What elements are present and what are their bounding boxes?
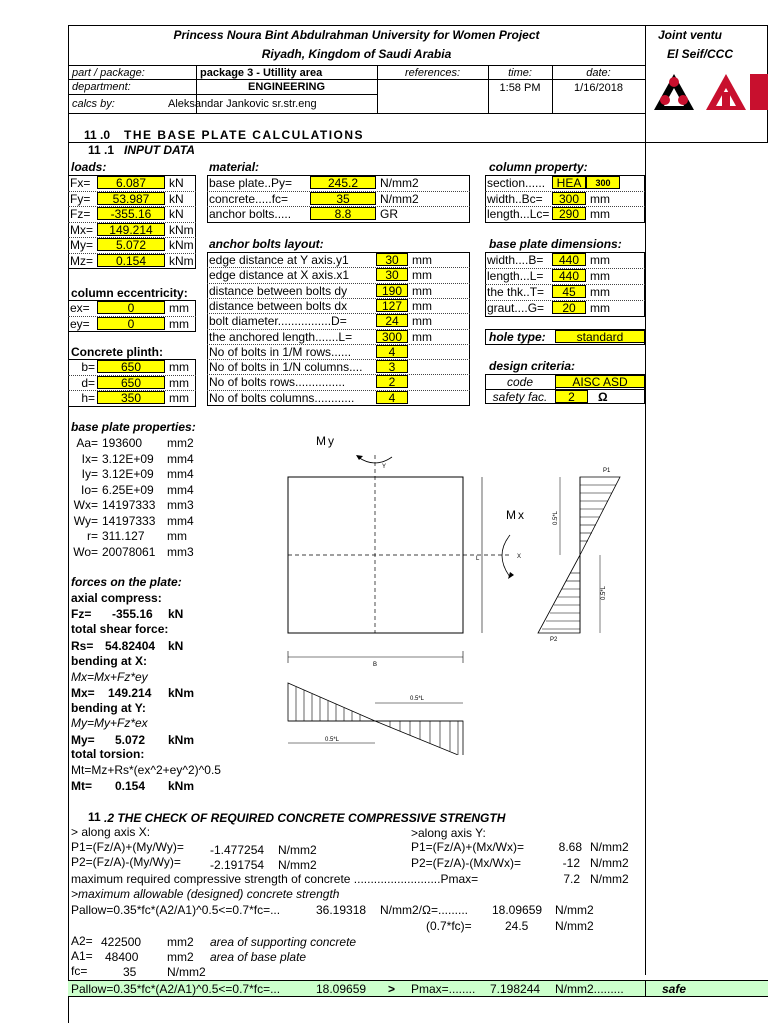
bending-x-formula: Mx=Mx+Fz*ey [71,670,148,684]
half-l-label-2: 0.5*L [601,585,607,600]
mt-unit: kNm [168,779,195,793]
a1-desc: area of base plate [210,950,307,964]
property-unit: mm2 [167,436,194,450]
column-prop-value: 290 [552,207,586,220]
anchor-unit: mm [412,283,432,298]
anchor-layout-title: anchor bolts layout: [209,237,324,251]
fz-unit: kN [168,607,184,621]
bending-y-formula: My=My+Fz*ex [71,716,148,730]
column-prop-label: length...Lc= [487,207,550,221]
anchor-label: No of bolts in 1/M rows...... [209,344,352,359]
safety-factor-label: safety fac. [492,390,548,404]
fz-value: -355.16 [112,607,153,621]
a2-label: A2= [71,934,93,948]
material-label: anchor bolts..... [209,207,292,221]
anchor-label: the anchored length.......L= [209,329,353,344]
safety-factor-value: 2 [555,390,588,403]
rs-label: Rs= [71,639,94,653]
load-label: My= [70,238,94,252]
property-value: 20078061 [102,544,156,559]
max-required-text: maximum required compressive strength of concrete ..........................Pmax= [71,872,479,886]
eccentricity-value: 0 [97,317,165,330]
half-b-label-1: 0.5*L [410,696,425,702]
plinth-value: 350 [97,391,165,404]
fc07-label: (0.7*fc)= [426,919,472,933]
final-pmax-value: 7.198244 [490,982,541,996]
property-unit: mm4 [167,451,194,466]
p1y-value: 8.68 [558,840,582,854]
project-title: Princess Noura Bint Abdulrahman University for Women Project [173,28,540,42]
shear-label: total shear force: [71,622,169,636]
property-value: 14197333 [102,513,156,528]
column-prop-value: HEA [552,176,586,189]
load-label: Fz= [70,207,91,221]
final-pmax: Pmax=........ [411,982,476,996]
a1-unit: mm2 [167,950,194,964]
material-label: base plate..Py= [209,176,293,190]
plinth-unit: mm [169,360,189,374]
fc07-unit: N/mm2 [555,919,594,933]
half-b-label-2: 0.5*L [325,737,340,743]
hole-type-value: standard [555,330,645,343]
p2x-value: -2.191754 [210,858,265,872]
p2y-formula: P2=(Fz/A)-(Mx/Wx)= [411,856,521,870]
anchor-label: bolt diameter................D= [209,314,347,329]
final-formula: Pallow=0.35*fc*(A2/A1)^0.5<=0.7*fc=... [71,982,281,996]
header-divider [645,25,646,975]
time-label: time: [508,67,532,79]
property-label: Io= [80,482,98,497]
mx-label: Mx= [71,686,95,700]
mt-value: 0.154 [115,779,146,793]
bending-x-label: bending at X: [71,654,147,668]
a2-unit: mm2 [167,935,194,949]
final-gt: > [388,982,396,996]
loads-title: loads: [71,160,107,174]
p2y-unit: N/mm2 [590,856,629,870]
property-unit: mm3 [167,544,194,559]
property-unit: mm [167,529,187,543]
final-unit: N/mm2......... [555,982,624,996]
my-unit: kNm [168,733,195,747]
material-value: 35 [310,192,376,205]
load-unit: kNm [169,238,194,252]
property-label: Iy= [81,467,98,481]
pallow-value-2: 18.09659 [492,903,543,917]
column-prop-unit: mm [590,191,610,206]
eccentricity-unit: mm [169,301,189,315]
plate-dim-label: length...L= [487,269,544,283]
pallow-unit: N/mm2/Ω=......... [380,903,468,917]
column-property-title: column property: [489,160,588,174]
plate-dim-label: width....B= [487,253,544,267]
anchor-label: distance between bolts dy [209,283,348,298]
anchor-value: 3 [376,360,408,373]
material-unit: N/mm2 [380,176,419,190]
p2y-value: -12 [562,856,580,870]
anchor-unit: mm [412,298,432,313]
dept-value: ENGINEERING [247,81,325,93]
torsion-label: total torsion: [71,747,145,761]
l-dim-label: L [476,556,480,562]
anchor-label: No of bolts in 1/N columns.... [209,360,363,375]
anchor-unit: mm [412,253,432,267]
plinth-title: Concrete plinth: [71,345,163,359]
plate-dim-unit: mm [590,253,610,267]
anchor-value: 190 [376,284,408,297]
anchor-value: 300 [376,330,408,343]
references-label: references: [404,67,461,79]
load-label: Mx= [70,222,94,237]
x-axis-label: X [517,554,522,560]
anchor-label: No of bolts rows............... [209,375,346,390]
calcs-value: Aleksandar Jankovic sr.str.eng [168,98,317,110]
property-value: 14197333 [102,498,156,512]
anchor-value: 4 [376,345,408,358]
eccentricity-title: column eccentricity: [71,286,188,300]
code-value: AISC ASD [555,375,645,388]
load-unit: kN [169,191,184,206]
p1x-formula: P1=(Fz/A)+(My/Wy)= [71,840,184,854]
anchor-label: No of bolts columns............ [209,390,355,405]
property-value: 311.127 [102,529,145,543]
anchor-value: 24 [376,314,408,327]
plinth-label: h= [81,391,95,405]
p1y-unit: N/mm2 [590,840,629,854]
anchor-unit: mm [412,314,432,329]
plinth-unit: mm [169,391,189,405]
plinth-value: 650 [97,376,165,389]
b-dim-label: B [373,662,378,668]
load-value: 149.214 [97,223,165,236]
property-value: 3.12E+09 [102,467,154,481]
anchor-unit: mm [412,329,432,344]
load-label: Fy= [70,191,91,206]
along-y-label: >along axis Y: [411,826,486,840]
anchor-value: 30 [376,253,408,266]
section-title-1: THE BASE PLATE CALCULATIONS [124,128,365,142]
load-value: 5.072 [97,238,165,251]
plate-dim-label: graut....G= [487,301,545,315]
load-label: Mz= [70,253,94,268]
eccentricity-label: ex= [70,301,90,315]
bending-y-label: bending at Y: [71,701,146,715]
p2x-unit: N/mm2 [278,858,317,872]
company-logo [650,68,768,112]
anchor-label: edge distance at Y axis.y1 [209,253,349,267]
plate-dim-unit: mm [590,285,610,299]
property-unit: mm4 [167,513,194,528]
max-allowable-text: >maximum allowable (designed) concrete strength [71,887,340,901]
my-value: 5.072 [115,733,146,747]
p2x-formula: P2=(Fz/A)-(My/Wy)= [71,855,181,869]
part-value: package 3 - Utillity area [200,67,323,79]
my-label: My= [71,733,95,747]
p2-label: P2 [550,637,558,643]
anchor-value: 30 [376,268,408,281]
pallow-value: 36.19318 [316,903,367,917]
property-unit: mm3 [167,498,194,512]
property-value: 3.12E+09 [102,451,154,466]
plate-dim-unit: mm [590,269,610,283]
fc07-value: 24.5 [505,919,529,933]
eccentricity-value: 0 [97,301,165,314]
load-label: Fx= [70,176,91,190]
material-title: material: [209,160,260,174]
column-prop-extra: 300 [586,176,620,189]
fc-label: fc= [71,964,88,978]
a1-label: A1= [71,949,93,963]
anchor-unit: mm [412,268,432,283]
mx-value: 149.214 [108,686,152,700]
plinth-value: 650 [97,360,165,373]
axial-compress-label: axial compress: [71,591,162,605]
mx-unit: kNm [168,686,195,700]
safety-factor-unit: Ω [598,390,608,404]
section-title-2: INPUT DATA [124,143,195,157]
pallow-formula: Pallow=0.35*fc*(A2/A1)^0.5<=0.7*fc=... [71,903,281,917]
mx-diagram-label: Mx [506,508,526,522]
date-label: date: [586,67,611,79]
joint-venture-line2: El Seif/CCC [667,47,734,61]
property-unit: mm4 [167,467,194,481]
p1x-unit: N/mm2 [278,843,317,857]
material-unit: N/mm2 [380,191,419,206]
forces-title: forces on the plate: [71,575,182,589]
property-label: Wo= [73,544,98,559]
plinth-label: d= [81,375,95,390]
fc-value: 35 [123,965,137,979]
plinth-label: b= [81,360,95,374]
p1-label: P1 [603,468,611,474]
p1y-formula: P1=(Fz/A)+(Mx/Wx)= [411,840,525,854]
load-value: -355.16 [97,207,165,220]
fz-label: Fz= [71,607,92,621]
property-label: Wx= [73,498,98,512]
column-prop-label: section...... [487,176,546,190]
column-prop-unit: mm [590,207,610,221]
dept-label: department: [72,81,131,93]
load-unit: kN [169,207,184,221]
load-unit: kNm [169,222,194,237]
pmax-unit: N/mm2 [590,872,629,886]
material-unit: GR [380,207,398,221]
a1-value: 48400 [105,950,139,964]
half-l-label-1: 0.5*L [553,510,559,525]
along-x-label: > along axis X: [71,825,151,839]
check-title: .2 THE CHECK OF REQUIRED CONCRETE COMPRESSIVE STRENGTH [104,811,506,825]
anchor-value: 4 [376,391,408,404]
anchor-value: 127 [376,299,408,312]
time-value: 1:58 PM [499,82,541,94]
rs-value: 54.82404 [105,639,156,653]
rs-unit: kN [168,639,184,653]
property-value: 6.25E+09 [102,482,154,497]
calcs-label: calcs by: [72,98,115,110]
base-plate-dims-title: base plate dimensions: [489,237,622,251]
plate-dim-value: 45 [552,285,586,298]
property-label: Ix= [81,451,98,466]
final-value: 18.09659 [316,982,367,996]
properties-title: base plate properties: [71,420,196,434]
a2-desc: area of supporting concrete [210,935,357,949]
load-value: 53.987 [97,192,165,205]
anchor-value: 2 [376,375,408,388]
date-value: 1/16/2018 [574,82,623,94]
property-label: Wy= [73,513,98,528]
my-diagram-label: My [316,434,336,448]
material-value: 8.8 [310,207,376,220]
anchor-label: edge distance at X axis.x1 [209,268,350,283]
load-unit: kNm [169,253,194,268]
column-prop-label: width..Bc= [487,191,543,206]
part-label: part / package: [72,67,145,79]
column-prop-value: 300 [552,192,586,205]
load-unit: kN [169,176,184,190]
fc-unit: N/mm2 [167,965,206,979]
base-plate-diagram [270,425,640,755]
property-label: r= [86,529,98,543]
mt-label: Mt= [71,779,92,793]
plate-dim-unit: mm [590,301,610,315]
pallow-unit-2: N/mm2 [555,903,594,917]
section-number-2: 11 .1 [88,143,115,157]
a2-value: 422500 [101,935,142,949]
plinth-unit: mm [169,375,189,390]
section-number-1: 11 .0 [84,128,111,142]
p1x-value: -1.477254 [210,843,265,857]
check-number: 11 [88,810,101,824]
property-value: 193600 [102,436,143,450]
plate-dim-value: 440 [552,253,586,266]
property-label: Aa= [76,436,98,450]
eccentricity-label: ey= [70,316,90,331]
plate-dim-label: the thk..T= [487,285,545,299]
final-result: safe [662,982,687,996]
load-value: 6.087 [97,176,165,189]
anchor-label: distance between bolts dx [209,298,348,313]
material-label: concrete.....fc= [209,191,289,206]
material-value: 245.2 [310,176,376,189]
code-label: code [506,375,534,389]
eccentricity-unit: mm [169,316,189,331]
hole-type-label: hole type: [489,330,546,344]
joint-venture-line1: Joint ventu [658,28,723,42]
y-axis-label: Y [382,464,387,470]
load-value: 0.154 [97,254,165,267]
torsion-formula: Mt=Mz+Rs*(ex^2+ey^2)^0.5 [71,763,221,777]
property-unit: mm4 [167,482,194,497]
project-location: Riyadh, Kingdom of Saudi Arabia [261,47,452,61]
pmax-value: 7.2 [563,872,580,886]
plate-dim-value: 20 [552,301,586,314]
design-criteria-title: design criteria: [489,359,576,373]
plate-dim-value: 440 [552,269,586,282]
